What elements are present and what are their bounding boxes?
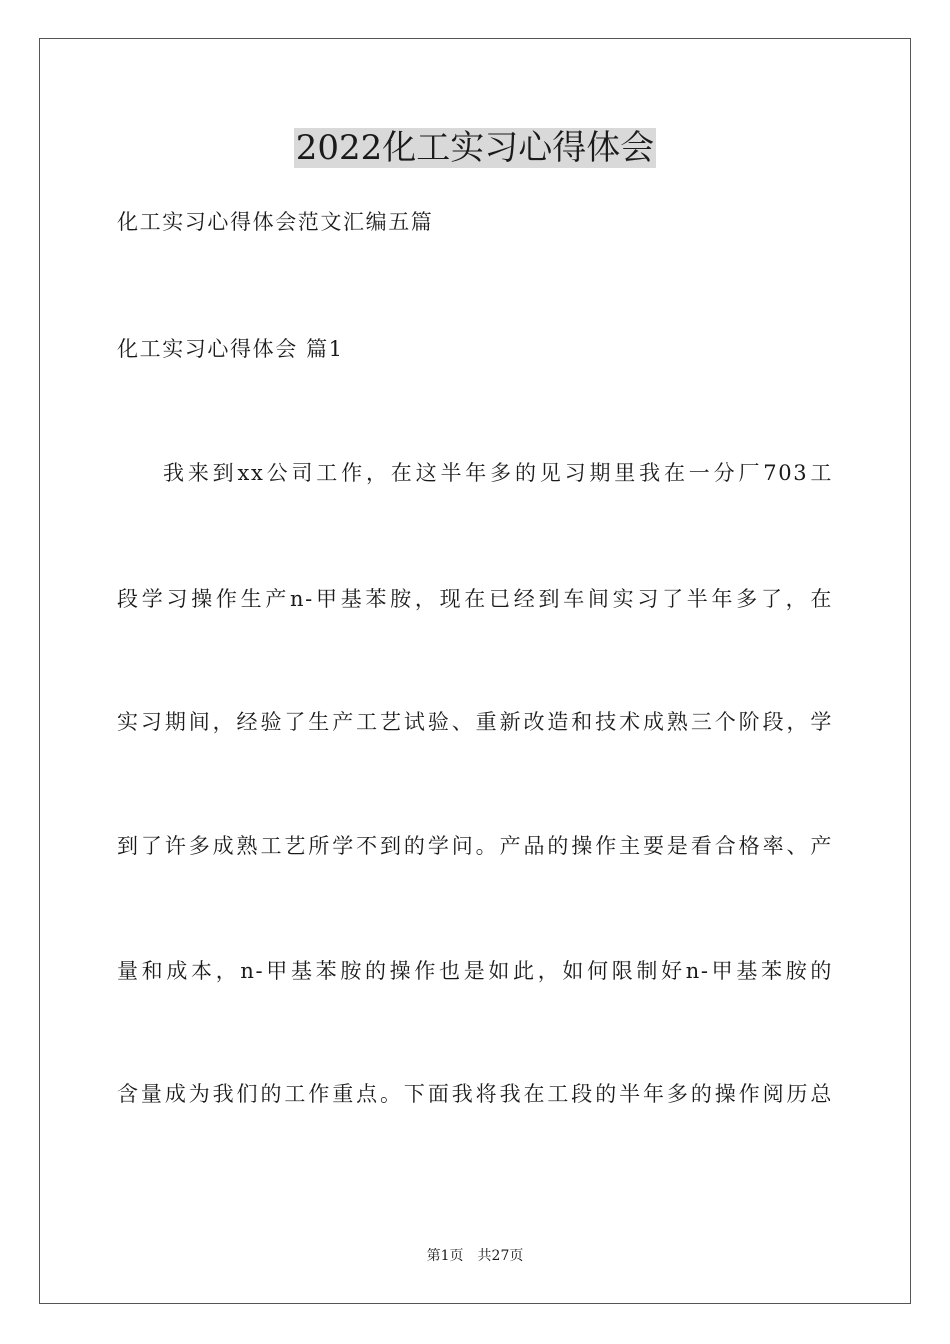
page-total: 共27页 <box>477 1248 524 1264</box>
paragraph-line-4: 到了许多成熟工艺所学不到的学问。产品的操作主要是看合格率、产 <box>117 834 833 858</box>
page-number: 第1页 <box>426 1248 464 1264</box>
document-title <box>0 124 950 172</box>
page-footer <box>0 1246 950 1266</box>
document-subtitle: 化工实习心得体会范文汇编五篇 <box>117 210 434 234</box>
paragraph-line-5: 量和成本，n-甲基苯胺的操作也是如此，如何限制好n-甲基苯胺的 <box>117 959 833 983</box>
paragraph-line-3: 实习期间，经验了生产工艺试验、重新改造和技术成熟三个阶段，学 <box>117 710 833 734</box>
paragraph-line-1: 我来到xx公司工作，在这半年多的见习期里我在一分厂703工 <box>163 461 833 485</box>
section-heading: 化工实习心得体会 篇1 <box>117 337 344 361</box>
document-title-text: 2022化工实习心得体会 <box>295 128 655 168</box>
paragraph-line-6: 含量成为我们的工作重点。下面我将我在工段的半年多的操作阅历总 <box>117 1082 833 1106</box>
paragraph-line-2: 段学习操作生产n-甲基苯胺，现在已经到车间实习了半年多了，在 <box>117 587 833 611</box>
